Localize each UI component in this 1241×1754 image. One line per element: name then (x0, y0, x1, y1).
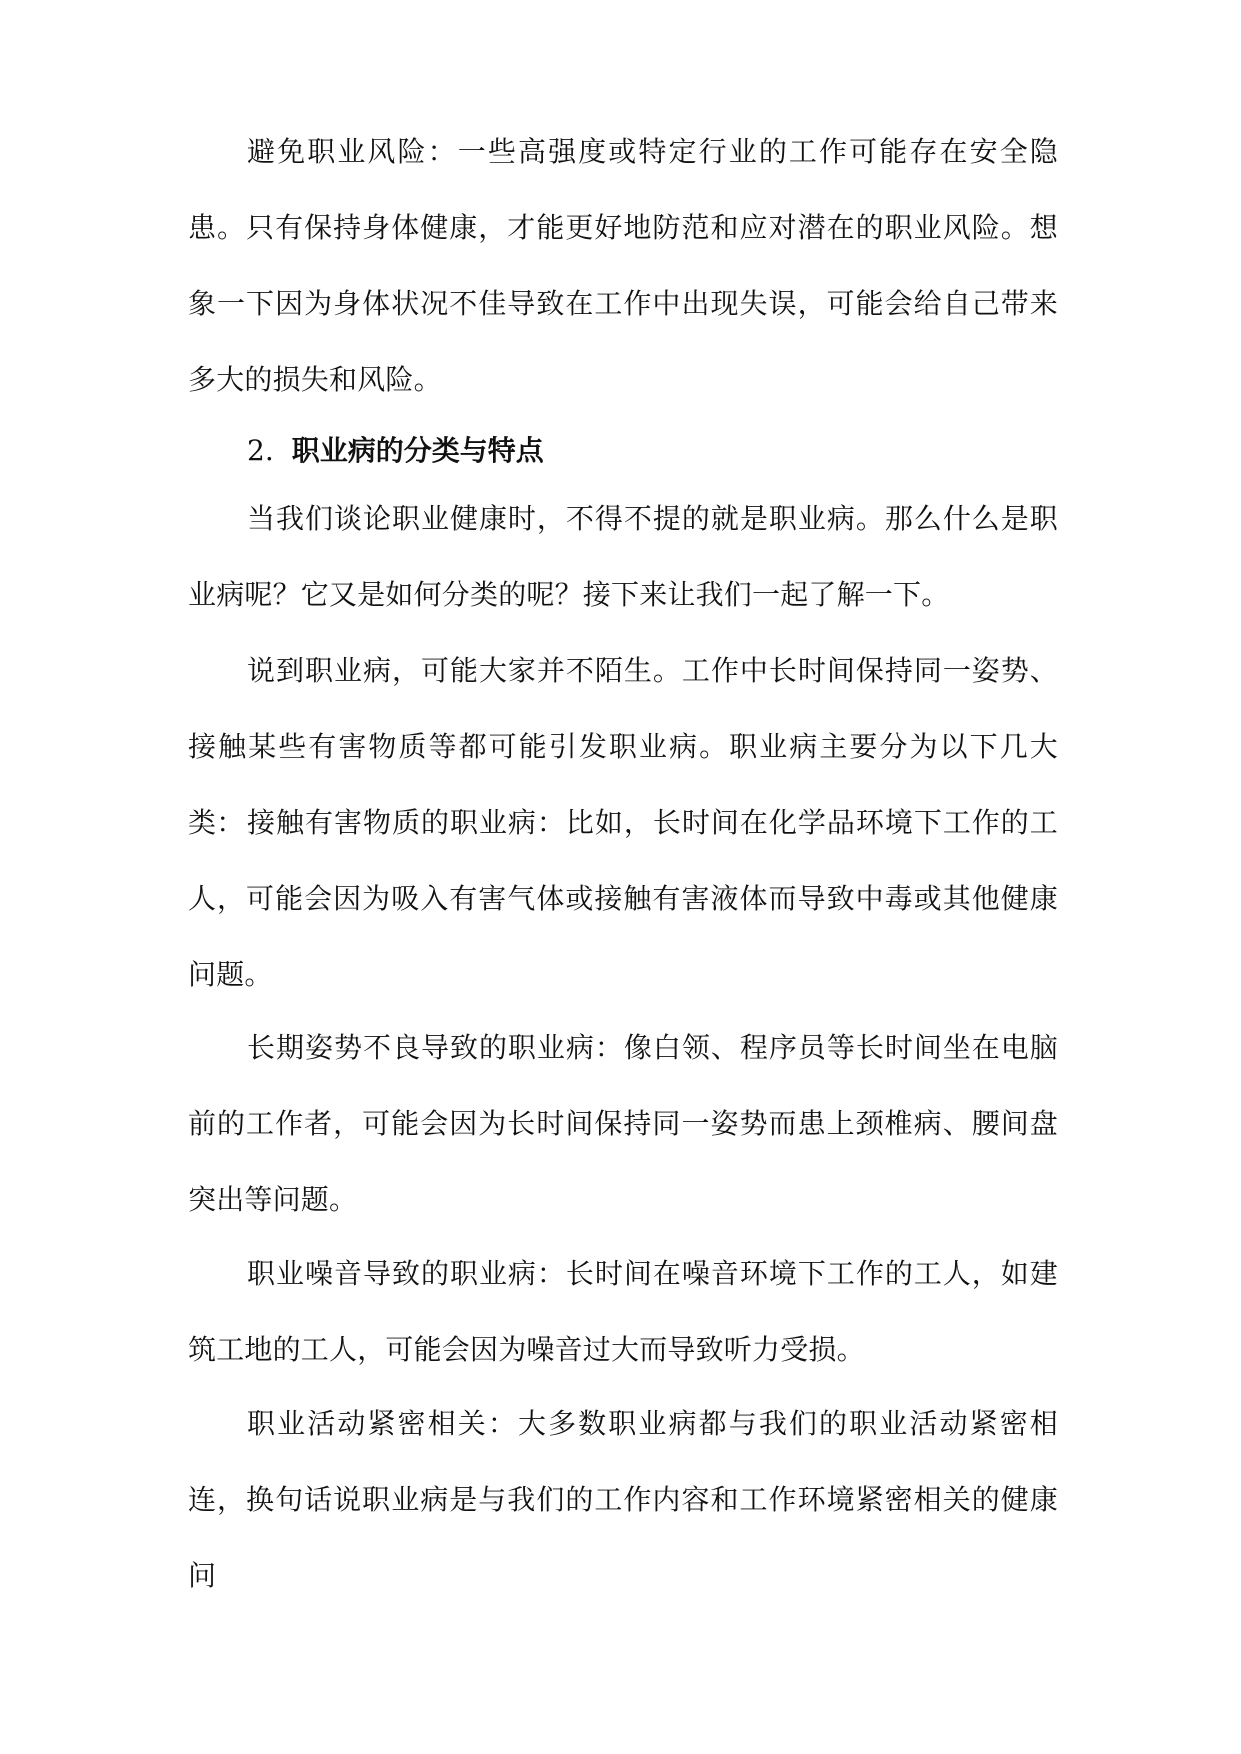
paragraph-noise: 职业噪音导致的职业病：长时间在噪音环境下工作的工人，如建筑工地的工人，可能会因为噪音过大而导致听力受损。 (188, 1257, 1058, 1366)
paragraph-intro: 当我们谈论职业健康时，不得不提的就是职业病。那么什么是职业病呢？它又是如何分类的呢？接下来让我们一起了解一下。 (188, 502, 1058, 611)
section-title: 职业病的分类与特点 (291, 434, 544, 467)
paragraph-work-related: 职业活动紧密相关：大多数职业病都与我们的职业活动紧密相连，换句话说职业病是与我们的工作内容和工作环境紧密相关的健康问 (188, 1407, 1058, 1592)
paragraph-bad-posture: 长期姿势不良导致的职业病：像白领、程序员等长时间坐在电脑前的工作者，可能会因为长时间保持同一姿势而患上颈椎病、腰间盘突出等问题。 (188, 1031, 1058, 1216)
paragraph-occupational-risk: 避免职业风险：一些高强度或特定行业的工作可能存在安全隐患。只有保持身体健康，才能更好地防范和应对潜在的职业风险。想象一下因为身体状况不佳导致在工作中出现失误，可能会给自己带来多大的损失和风险。 (188, 135, 1058, 396)
paragraph-harmful-substances: 接触有害物质的职业病：比如，长时间在化学品环境下工作的工人，可能会因为吸入有害气体或接触有害液体而导致中毒或其他健康问题。 (188, 806, 1058, 991)
section-heading (247, 413, 544, 489)
paragraph-categories: 说到职业病，可能大家并不陌生。工作中长时间保持同一姿势、接触某些有害物质等都可能引发职业病。职业病主要分为以下几大类： (188, 654, 1058, 839)
section-number: 2. (247, 434, 274, 467)
